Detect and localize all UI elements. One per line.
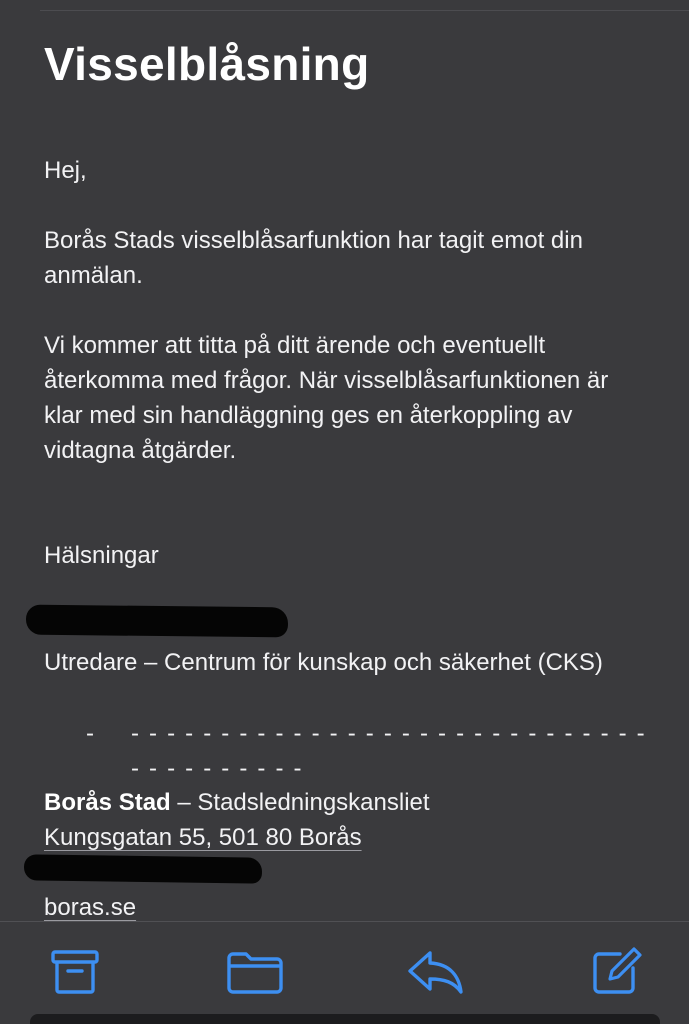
reply-icon	[406, 949, 464, 995]
compose-button[interactable]	[586, 942, 646, 1002]
org-name: Borås Stad	[44, 789, 171, 816]
body-paragraph-2: Vi kommer att titta på ditt ärende och eventuellt återkomma med frågor. När visselblåsarfunktionen är klar med sin handläggning ges en återkoppling av vidtagna åtgärder.	[44, 332, 609, 464]
folder-icon	[226, 949, 284, 995]
email-subject: Visselblåsning	[44, 38, 370, 90]
closing-text: Hälsningar	[44, 542, 159, 569]
redacted-contact-info	[24, 854, 262, 883]
website-link[interactable]: boras.se	[44, 894, 137, 921]
org-department: – Stadsledningskansliet	[170, 789, 430, 816]
redacted-sender-name	[26, 605, 288, 638]
signature-role: Utredare – Centrum för kunskap och säkerhet (CKS)	[44, 649, 603, 676]
signature-divider-dash: -	[86, 720, 94, 747]
address-link[interactable]: Kungsgatan 55, 501 80 Borås	[44, 824, 362, 851]
move-to-folder-button[interactable]	[225, 942, 285, 1002]
signature-divider-line: - - - - - - - - - - - - - - - - - - - - - - - - - - - - - - - - - - - - - - -	[131, 720, 646, 782]
bottom-toolbar	[0, 921, 689, 1024]
signature-organization	[44, 785, 430, 820]
greeting-text: Hej,	[44, 157, 87, 184]
reply-button[interactable]	[405, 942, 465, 1002]
compose-icon	[590, 947, 642, 997]
home-indicator-area	[30, 1014, 660, 1024]
archive-button[interactable]	[45, 942, 105, 1002]
body-paragraph-1: Borås Stads visselblåsarfunktion har tagit emot din anmälan.	[44, 227, 583, 289]
archive-icon	[50, 949, 100, 995]
